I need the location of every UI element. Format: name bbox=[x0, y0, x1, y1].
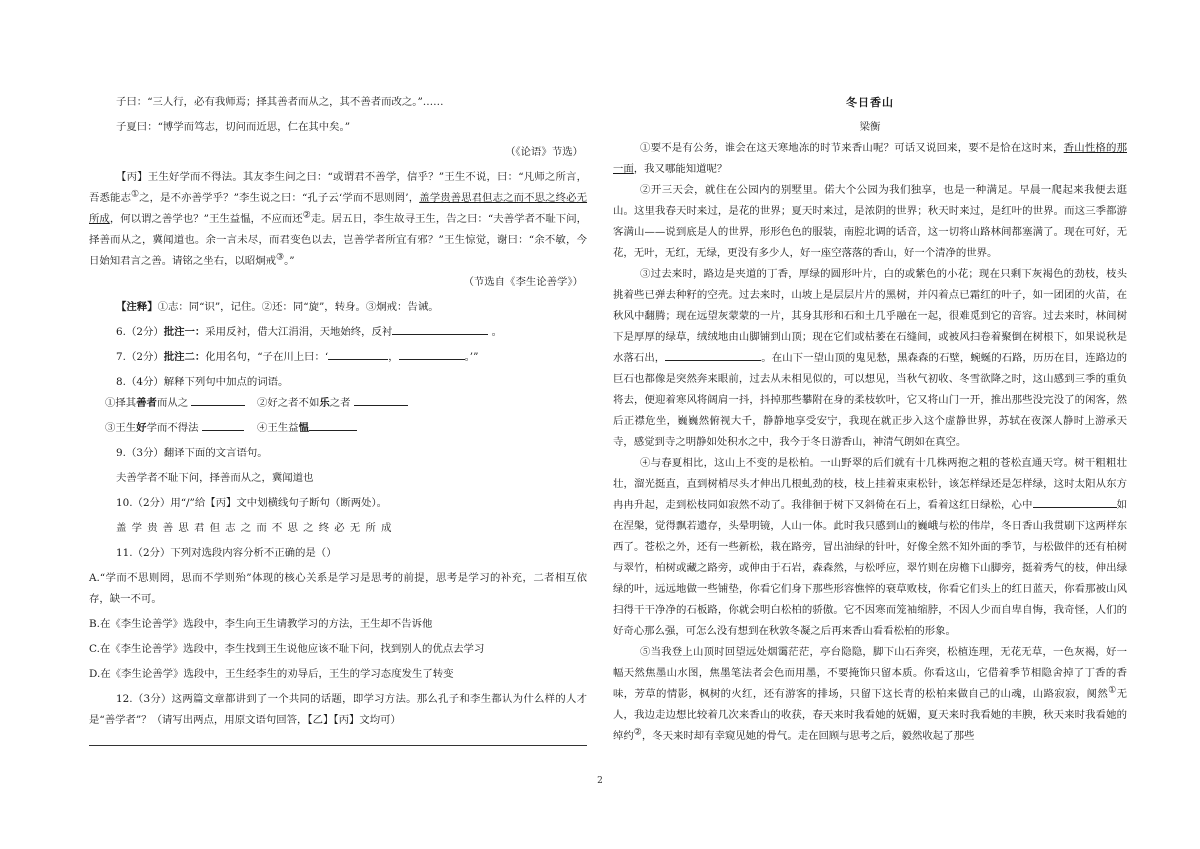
q8-d-pre: ④王生益 bbox=[257, 422, 299, 434]
question-6: 6.（2分）批注一：采用反衬，借大江涓涓，天地始终，反衬 。 bbox=[89, 322, 587, 343]
q8-option-b bbox=[257, 393, 409, 414]
essay-paragraph-3 bbox=[613, 264, 1127, 453]
q8-d-blank[interactable] bbox=[309, 419, 357, 431]
left-column bbox=[89, 92, 587, 746]
p5-note-mark-2: ② bbox=[633, 727, 642, 738]
essay-title: 冬日香山 bbox=[846, 96, 894, 109]
p5-note-mark-1: ① bbox=[1108, 685, 1117, 696]
annotation-text: ①志：同“识”，记住。②还：同“旋”，转身。③炯戒：告诫。 bbox=[157, 301, 439, 313]
q7-number: 7.（2分） bbox=[116, 351, 164, 363]
q8-option-d bbox=[257, 418, 409, 439]
q8-c-word: 好 bbox=[136, 422, 147, 434]
bing-text-5: 。” bbox=[284, 255, 295, 267]
p1-pre: ①要不是有公务，谁会在这天寒地冻的时节来香山呢？可话又说回来，要不是恰在这时来， bbox=[640, 142, 1064, 154]
question-7 bbox=[89, 347, 587, 368]
essay-paragraph-4 bbox=[613, 453, 1127, 642]
bing-text-3: ，何以谓之善学也？”王生益愠，不应而还 bbox=[109, 213, 303, 225]
bing-text-1: 王生好学而不得法。其友李生问之曰：“或谓君不善学，信乎？”王生不说，曰：“凡师之所言，吾悉能志 bbox=[89, 171, 588, 204]
essay-author: 梁衡 bbox=[859, 121, 881, 133]
q7-end: 。’” bbox=[464, 351, 479, 363]
note-mark-3: ③ bbox=[276, 252, 285, 263]
q8-b-blank[interactable] bbox=[354, 394, 408, 406]
p3-answer-blank[interactable] bbox=[665, 349, 761, 361]
q8-c-post: 学而不得法 bbox=[146, 422, 199, 434]
bing-text-4: 走。居五日，李生故寻王生，告之曰：“夫善学者不耻下问，择善而从之，冀闻道也。余一言未尽，而君变色以去，岂善学者所宜有邪？”王生惊觉，谢曰：“余不敏，今日始知君言之善。请铭之坐右，以昭炯戒 bbox=[89, 213, 588, 267]
p3-post: 。在山下一望山顶的鬼见愁，黑森森的石壁，蜿蜒的石路，历历在目，连路边的巨石也都像是突然奔来眼前，过去从未相见似的，可以想见，当秋气初收、冬雪欲降之时，这山感到三季的重负将去，便迎着寒风将阔肩一抖，抖掉那些攀附在身的柔枝软叶，它又将山门一开，推出那些没完没了的闲客，然后正襟危坐，巍巍然俯视大千，静静地享受安宁，我现在就正步入这个虚静世界，苏轼在夜深人静时上游承天寺，感觉到寺之明静如处积水之中，我今于冬日游香山，神清气朗如在真空。 bbox=[613, 352, 1127, 448]
p5-pre: ⑤当我登上山顶时回望远处烟霭茫茫，亭台隐隐，脚下山石奔突，松植连理，无花无草，一色灰褐，好一幅天然焦墨山水图，焦墨笔法者会色而用墨，不要掩饰只留本质。你看这山，它借着季节相隐舍掉了丁香的香味，芳草的情影，枫树的火红，还有游客的排场，只留下这长青的松柏来做自己的山魂，山路寂寂，阒然 bbox=[613, 646, 1127, 700]
note-mark-1: ① bbox=[130, 189, 140, 200]
q6-answer-blank[interactable] bbox=[392, 323, 488, 335]
passage-bing bbox=[89, 167, 587, 272]
question-9: 9.（3分）翻译下面的文言语句。 bbox=[116, 447, 268, 459]
q9-sentence: 夫善学者不耻下问，择善而从之，冀闻道也 bbox=[116, 472, 314, 484]
q8-option-a bbox=[105, 393, 257, 414]
q11-option-a: A.“学而不思则罔，思而不学则殆”体现的核心关系是学习是思考的前提，思考是学习的补充，二者相互依存，缺一不可。 bbox=[89, 572, 587, 605]
q8-option-c bbox=[105, 418, 257, 439]
note-mark-2: ② bbox=[302, 210, 311, 221]
q11-option-c: C.在《李生论善学》选段中，李生找到王生说他应该不耻下问，找到别人的优点去学习 bbox=[89, 643, 485, 655]
q7-label: 批注二： bbox=[163, 351, 206, 363]
essay-paragraph-2: ②开三天会，就住在公园内的别墅里。偌大个公园为我们独享，也是一种满足。早晨一爬起来我便去逛山。这里我春天时来过，是花的世界；夏天时来过，是浓阴的世界；秋天时来过，是红叶的世界。而这三季都游客满山——说到底是人的世界，形形色色的服装，南腔北调的话音，这一切将山路林间都塞满了。现在可好，无花，无叶，无红，无绿，更没有多少人，好一座空落落的香山，好一个清净的世界。 bbox=[613, 184, 1127, 259]
q8-b-post: 之者 bbox=[329, 397, 351, 409]
q8-c-pre: ③王生 bbox=[105, 422, 137, 434]
annotation-tag: 【注释】 bbox=[116, 301, 158, 313]
answer-line[interactable] bbox=[89, 745, 587, 746]
question-10: 10.（2分）用“/”给【丙】文中划横线句子断句（断两处）。 bbox=[116, 497, 388, 509]
q8-b-pre: ②好之者不如 bbox=[257, 397, 320, 409]
q10-sentence: 盖学贵善思君但志之而不思之终必无所成 bbox=[116, 522, 397, 534]
q7-separator: ， bbox=[388, 351, 399, 363]
q7-answer-blank-2[interactable] bbox=[399, 348, 465, 360]
q11-option-b: B.在《李生论善学》选段中，李生向王生请教学习的方法，王生却不告诉他 bbox=[89, 618, 433, 630]
annotations bbox=[89, 297, 587, 318]
q8-d-word: 愠 bbox=[298, 422, 309, 434]
q8-a-word: 善者 bbox=[136, 397, 157, 409]
q7-text: 化用名句，“子在川上曰：‘ bbox=[205, 351, 329, 363]
p4-pre: ④与春夏相比，这山上不变的是松柏。一山野翠的后们就有十几株两抱之粗的苍松直通天穹。树干粗粗壮壮，溜光挺直，直到树梢尽头才伸出几根虬劲的枝，枝上挂着束束松针，该怎样绿还是怎样绿，这时太阳从东方冉冉升起，走到松枝同如寂然不动了。我徘徊于树下又斜倚在石上，看着这红日绿松，心中 bbox=[613, 457, 1127, 511]
q8-c-blank[interactable] bbox=[202, 419, 244, 431]
q8-a-post: 而从之 bbox=[156, 397, 189, 409]
q11-option-d: D.在《李生论善学》选段中，王生经李生的劝导后，王生的学习态度发生了转变 bbox=[89, 668, 454, 680]
p4-answer-blank[interactable] bbox=[1033, 496, 1117, 508]
p5-post: ，冬天来时却有幸窥见她的骨气。走在回顾与思考之后，毅然收起了那些 bbox=[641, 730, 975, 742]
right-column bbox=[613, 92, 1127, 747]
p5-mid: 无人，我边走边想比较着几次来香山的收获，春天来时我看她的妩媚，夏天来时我看她的丰腴，秋天来时我看她的绰约 bbox=[613, 688, 1127, 742]
q8-row-1 bbox=[89, 393, 587, 414]
p1-post: ，我又哪能知道呢？ bbox=[633, 163, 728, 175]
analects-line-1: 子曰：“三人行，必有我师焉；择其善者而从之，其不善者而改之。”…… bbox=[116, 96, 444, 108]
q8-row-2 bbox=[89, 418, 587, 439]
page-number: 2 bbox=[597, 776, 603, 786]
q6-number: 6.（2分） bbox=[116, 326, 164, 338]
q8-b-word: 乐 bbox=[319, 397, 330, 409]
p3-pre: ③过去来时，路边是夹道的丁香，厚绿的圆形叶片，白的或紫色的小花；现在只剩下灰褐色的劲枝，枝头挑着些已弹去种籽的空壳。过去来时，山坡上是层层片片的黑树，并闪着点已霜红的叶子，如一团团的火苗，在秋风中翻腾；现在远望灰蒙蒙的一片，其身其形和石和土几乎融在一起，很难觅到它的音容。过去来时，林间树下是厚厚的绿草，绒绒地由山脚铺到山顶；现在它们或枯萎在石缝间，或被风扫卷着聚倒在树根下，如果说秋是水落石出， bbox=[613, 268, 1127, 364]
bing-tag: 【丙】 bbox=[116, 171, 148, 183]
source-lisheng: （节选自《李生论善学》） bbox=[463, 276, 583, 288]
question-12: 12.（3分）这两篇文章都讲到了一个共同的话题，即学习方法。那么孔子和李生都认为什么样的人才是“善学者”？（请写出两点，用原文语句回答，【乙】【丙】文均可） bbox=[89, 693, 587, 726]
q8-a-pre: ①择其 bbox=[105, 397, 137, 409]
p4-post: 如在涅槃，觉得飘若遗存，头晕明镜，人山一体。此时我只感到山的巍峨与松的伟岸，冬日香山我贯刷下这两样东西了。苍松之外，还有一些新松，栽在路旁，冒出油绿的针叶，好像全然不知外面的季节，与松做伴的还有柏树与翠竹，柏树或藏之路旁，或伸由于石岩，森森然，与松呼应，翠竹则在房檐下山脚旁，挺着秀气的枝，伸出绿绿的叶，远远地做一些铺垫，你看它们身下那些形容憔悴的衰草败枝，你看它们头上的红日蓝天，你看那被山风扫得干干净净的石板路，你就会明白松柏的骄傲。它不因寒而笼袖缩脖，不因人少而自卑自悔，我奇怪，人们的好奇心那么强，可怎么没有想到在秋敦冬凝之后再来香山看看松柏的形象。 bbox=[613, 499, 1128, 637]
q6-label: 批注一： bbox=[163, 326, 206, 338]
analects-line-2: 子夏曰：“博学而笃志，切问而近思，仁在其中矣。” bbox=[116, 121, 351, 133]
q6-text: 采用反衬，借大江涓涓，天地始终，反衬 bbox=[205, 326, 393, 338]
p1-underlined: 香山性格的那一面 bbox=[613, 142, 1127, 175]
q7-answer-blank-1[interactable] bbox=[328, 348, 388, 360]
essay-paragraph-1 bbox=[613, 138, 1127, 180]
bing-underlined-sentence: 盖学贵善思君但志之而不思之终必无所成 bbox=[89, 192, 588, 225]
q8-a-blank[interactable] bbox=[191, 394, 245, 406]
question-11: 11.（2分）下列对选段内容分析不正确的是（） bbox=[116, 547, 337, 559]
essay-paragraph-5 bbox=[613, 642, 1127, 747]
source-analects: （《论语》节选） bbox=[505, 146, 583, 158]
question-8: 8.（4分）解释下列句中加点的词语。 bbox=[116, 376, 289, 388]
bing-text-2: 之，是不亦善学乎？”李生说之曰：“孔子云‘学而不思则罔’， bbox=[139, 192, 420, 204]
